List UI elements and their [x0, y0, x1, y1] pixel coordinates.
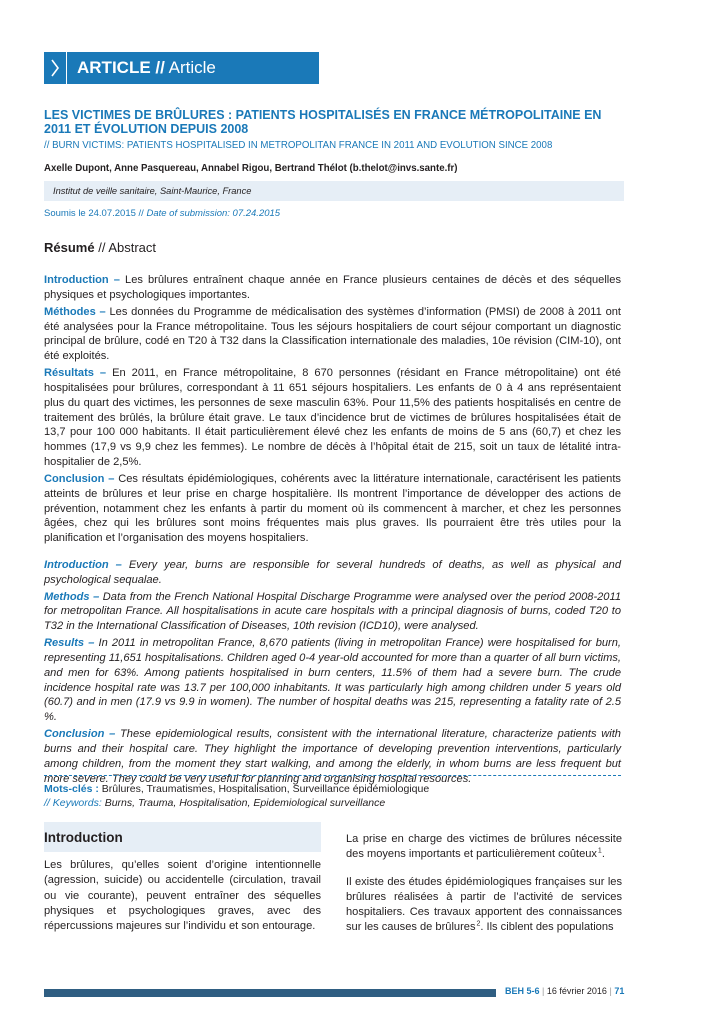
affiliation: Institut de veille sanitaire, Saint-Maurice, France: [44, 181, 624, 201]
reference-marker[interactable]: 2: [476, 920, 481, 928]
keywords: [44, 783, 621, 810]
keywords-fr-label: Mots-clés :: [44, 783, 99, 795]
submission-date-en: Date of submission: 07.24.2015: [146, 208, 281, 219]
keywords-fr: [44, 783, 621, 797]
abstract-label: Introduction –: [44, 274, 120, 286]
abstract-en-conclusion: [44, 727, 621, 786]
footer-separator: |: [609, 986, 612, 996]
abstract-text: Data from the French National Hospital Discharge Programme were analysed over the period 2008-2011 for metropolitan France. All hospitalisations in acute care hospitals with a principal diagnosis of burns, coded T20 to T32 in the International Classification of Diseases, 10th revision (ICD10), were analysed.: [44, 590, 621, 633]
abstract-text: Every year, burns are responsible for several hundreds of deaths, as well as physical and psychological sequalae.: [44, 558, 621, 586]
article-type-bold: ARTICLE //: [77, 58, 165, 77]
abstract-text: These epidemiological results, consistent with the international literature, characterize patients with burns and their hospital care. They highlight the importance of developing prevention interventions, particularly among children, from the moment they start walking, and among the elderly, in whom burns are less frequent but more severe. They could be very useful for planning and organising hospital resources.: [44, 728, 621, 785]
abstract-body: [44, 273, 621, 789]
article-type-word: Article: [168, 58, 216, 77]
abstract-text: In 2011 in metropolitan France, 8,670 patients (living in metropolitan France) were hospitalised for burn, representing 11,651 hospitalisations. Children aged 0-4 year-old accounted for more than a quarter of all burn victims, and men for 63%. Among patients hospitalised in burn centers, 11.5% of them had a severe burn. The crude incidence hospital rate was 13.7 per 100,000 inhabitants. It was particularly high among children under 5 years old (60.7) and in men (17.9 vs 9.9 in women). The number of hospital deaths was 215, representing a fatality rate of 2.5 %.: [44, 637, 621, 724]
article-type-banner: [44, 52, 319, 84]
abstract-label: Conclusion –: [44, 472, 115, 485]
keywords-divider: [44, 775, 621, 776]
article-subtitle-en: // BURN VICTIMS: PATIENTS HOSPITALISED IN METROPOLITAN FRANCE IN 2011 AND EVOLUTION SINCE 2008: [44, 140, 553, 151]
keywords-fr-text: Brûlures, Traumatismes, Hospitalisation, Surveillance épidémiologique: [101, 783, 430, 795]
article-title: LES VICTIMES DE BRÛLURES : PATIENTS HOSPITALISÉS EN FRANCE MÉTROPOLITAINE EN 2011 ET ÉVOLUTION DEPUIS 2008: [44, 108, 602, 136]
submission-date-fr: Soumis le 24.07.2015 //: [44, 208, 144, 219]
paragraph-text: . Ils ciblent des populations: [480, 921, 614, 934]
abstract-heading: [44, 240, 156, 255]
abstract-heading-en: // Abstract: [98, 240, 157, 255]
chevron-right-icon: [44, 52, 66, 84]
authors: Axelle Dupont, Anne Pasquereau, Annabel Rigou, Bertrand Thélot (b.thelot@invs.sante.fr): [44, 163, 458, 174]
issue-date: 16 février 2016: [546, 986, 607, 996]
abstract-en-introduction: [44, 558, 621, 588]
journal-name: BEH 5-6: [505, 986, 540, 996]
paragraph-text: La prise en charge des victimes de brûlures nécessite des moyens importants et particulièrement coûteux: [346, 833, 622, 861]
abstract-fr-methods: [44, 305, 621, 364]
reference-marker[interactable]: 1: [597, 847, 602, 855]
abstract-fr-conclusion: [44, 472, 621, 546]
abstract-text: Les données du Programme de médicalisation des systèmes d’information (PMSI) de 2008 à 2011 ont été analysées pour la France métropolitaine. Tous les séjours hospitaliers de court séjour comportant un diagnostic principal de brûlure, codé en T20 à T32 dans la Classification internationale des maladies, 10e révision (CIM-10), ont été exploités.: [44, 305, 621, 363]
introduction-paragraph-2: La prise en charge des victimes de brûlures nécessite des moyens importants et particulièrement coûteux $^1$.: [346, 833, 622, 861]
abstract-fr-results: [44, 366, 621, 470]
introduction-column-2: [346, 832, 622, 948]
keywords-en-text: Burns, Trauma, Hospitalisation, Epidemiological surveillance: [104, 796, 386, 809]
page-number: 71: [614, 986, 625, 996]
footer-separator: |: [542, 986, 545, 996]
abstract-label: Résultats –: [44, 367, 107, 380]
abstract-en-results: [44, 636, 621, 725]
abstract-text: Ces résultats épidémiologiques, cohérents avec la littérature internationale, caractérisent les patients atteints de brûlures et leur prise en charge hospitalière. Ils montrent l’importance de développer des actions de prévention, notamment chez les enfants à partir du moment où ils commencent à marcher, et chez les personnes âgées, chez qui les brûlures sont moins fréquentes mais plus graves. Ils pourraient être très utiles pour la planification et l’organisation des moyens hospitaliers.: [44, 472, 621, 545]
abstract-label: Conclusion –: [44, 728, 116, 741]
keywords-en-label: // Keywords:: [44, 796, 102, 809]
abstract-label: Methods –: [44, 590, 100, 603]
abstract-en-methods: [44, 590, 621, 634]
introduction-paragraph-3: [346, 875, 622, 936]
paragraph-text: Il existe des études épidémiologiques françaises sur les brûlures réalisées à partir de l’activité de services hospitaliers. Ces travaux apportent des connaissances sur les causes de brûlures: [346, 875, 622, 934]
abstract-text: En 2011, en France métropolitaine, 8 670 personnes (résidant en France métropolitaine) ont été hospitalisées pour brûlures, correspondant à 11 651 séjours hospitaliers. Les enfants de 0 à 4 ans représentaient plus du quart des victimes, les personnes de sexe masculin 63%. Pour 11,5% des patients hospitalisés en centre de traitement des brûlés, la brûlure était grave. Le taux d’incidence brut de victimes de brûlures hospitalisées était de 13,7 pour 100 000 habitants. Il était particulièrement élevé chez les enfants de moins de 5 ans (60,7) et chez les hommes (17,9 vs 9,9 chez les femmes). Le nombre de décès à l’hôpital était de 215, soit un taux de létalité intra-hospitalier de 2,5%.: [44, 367, 621, 468]
introduction-paragraph-1: Les brûlures, qu’elles soient d’origine intentionnelle (agression, suicide) ou accidentelle (circulation, travail ou vie courante), peuvent entraîner des séquelles physiques et psychologiques graves, avec des répercussions majeures sur l’individu et son entourage.: [44, 859, 321, 933]
abstract-text: Les brûlures entraînent chaque année en France plusieurs centaines de décès et des séquelles physiques et psychologiques importantes.: [44, 274, 621, 301]
submission-date: [44, 208, 280, 219]
keywords-en: [44, 797, 621, 811]
abstract-heading-fr: Résumé: [44, 240, 95, 255]
page-footer: [505, 986, 624, 996]
abstract-fr-introduction: [44, 273, 621, 303]
abstract-label: Introduction –: [44, 558, 122, 571]
abstract-label: Méthodes –: [44, 305, 106, 318]
article-type-label: [67, 58, 216, 78]
abstract-label: Results –: [44, 637, 95, 650]
footer-bar: [44, 989, 496, 997]
introduction-heading: Introduction: [44, 830, 123, 845]
